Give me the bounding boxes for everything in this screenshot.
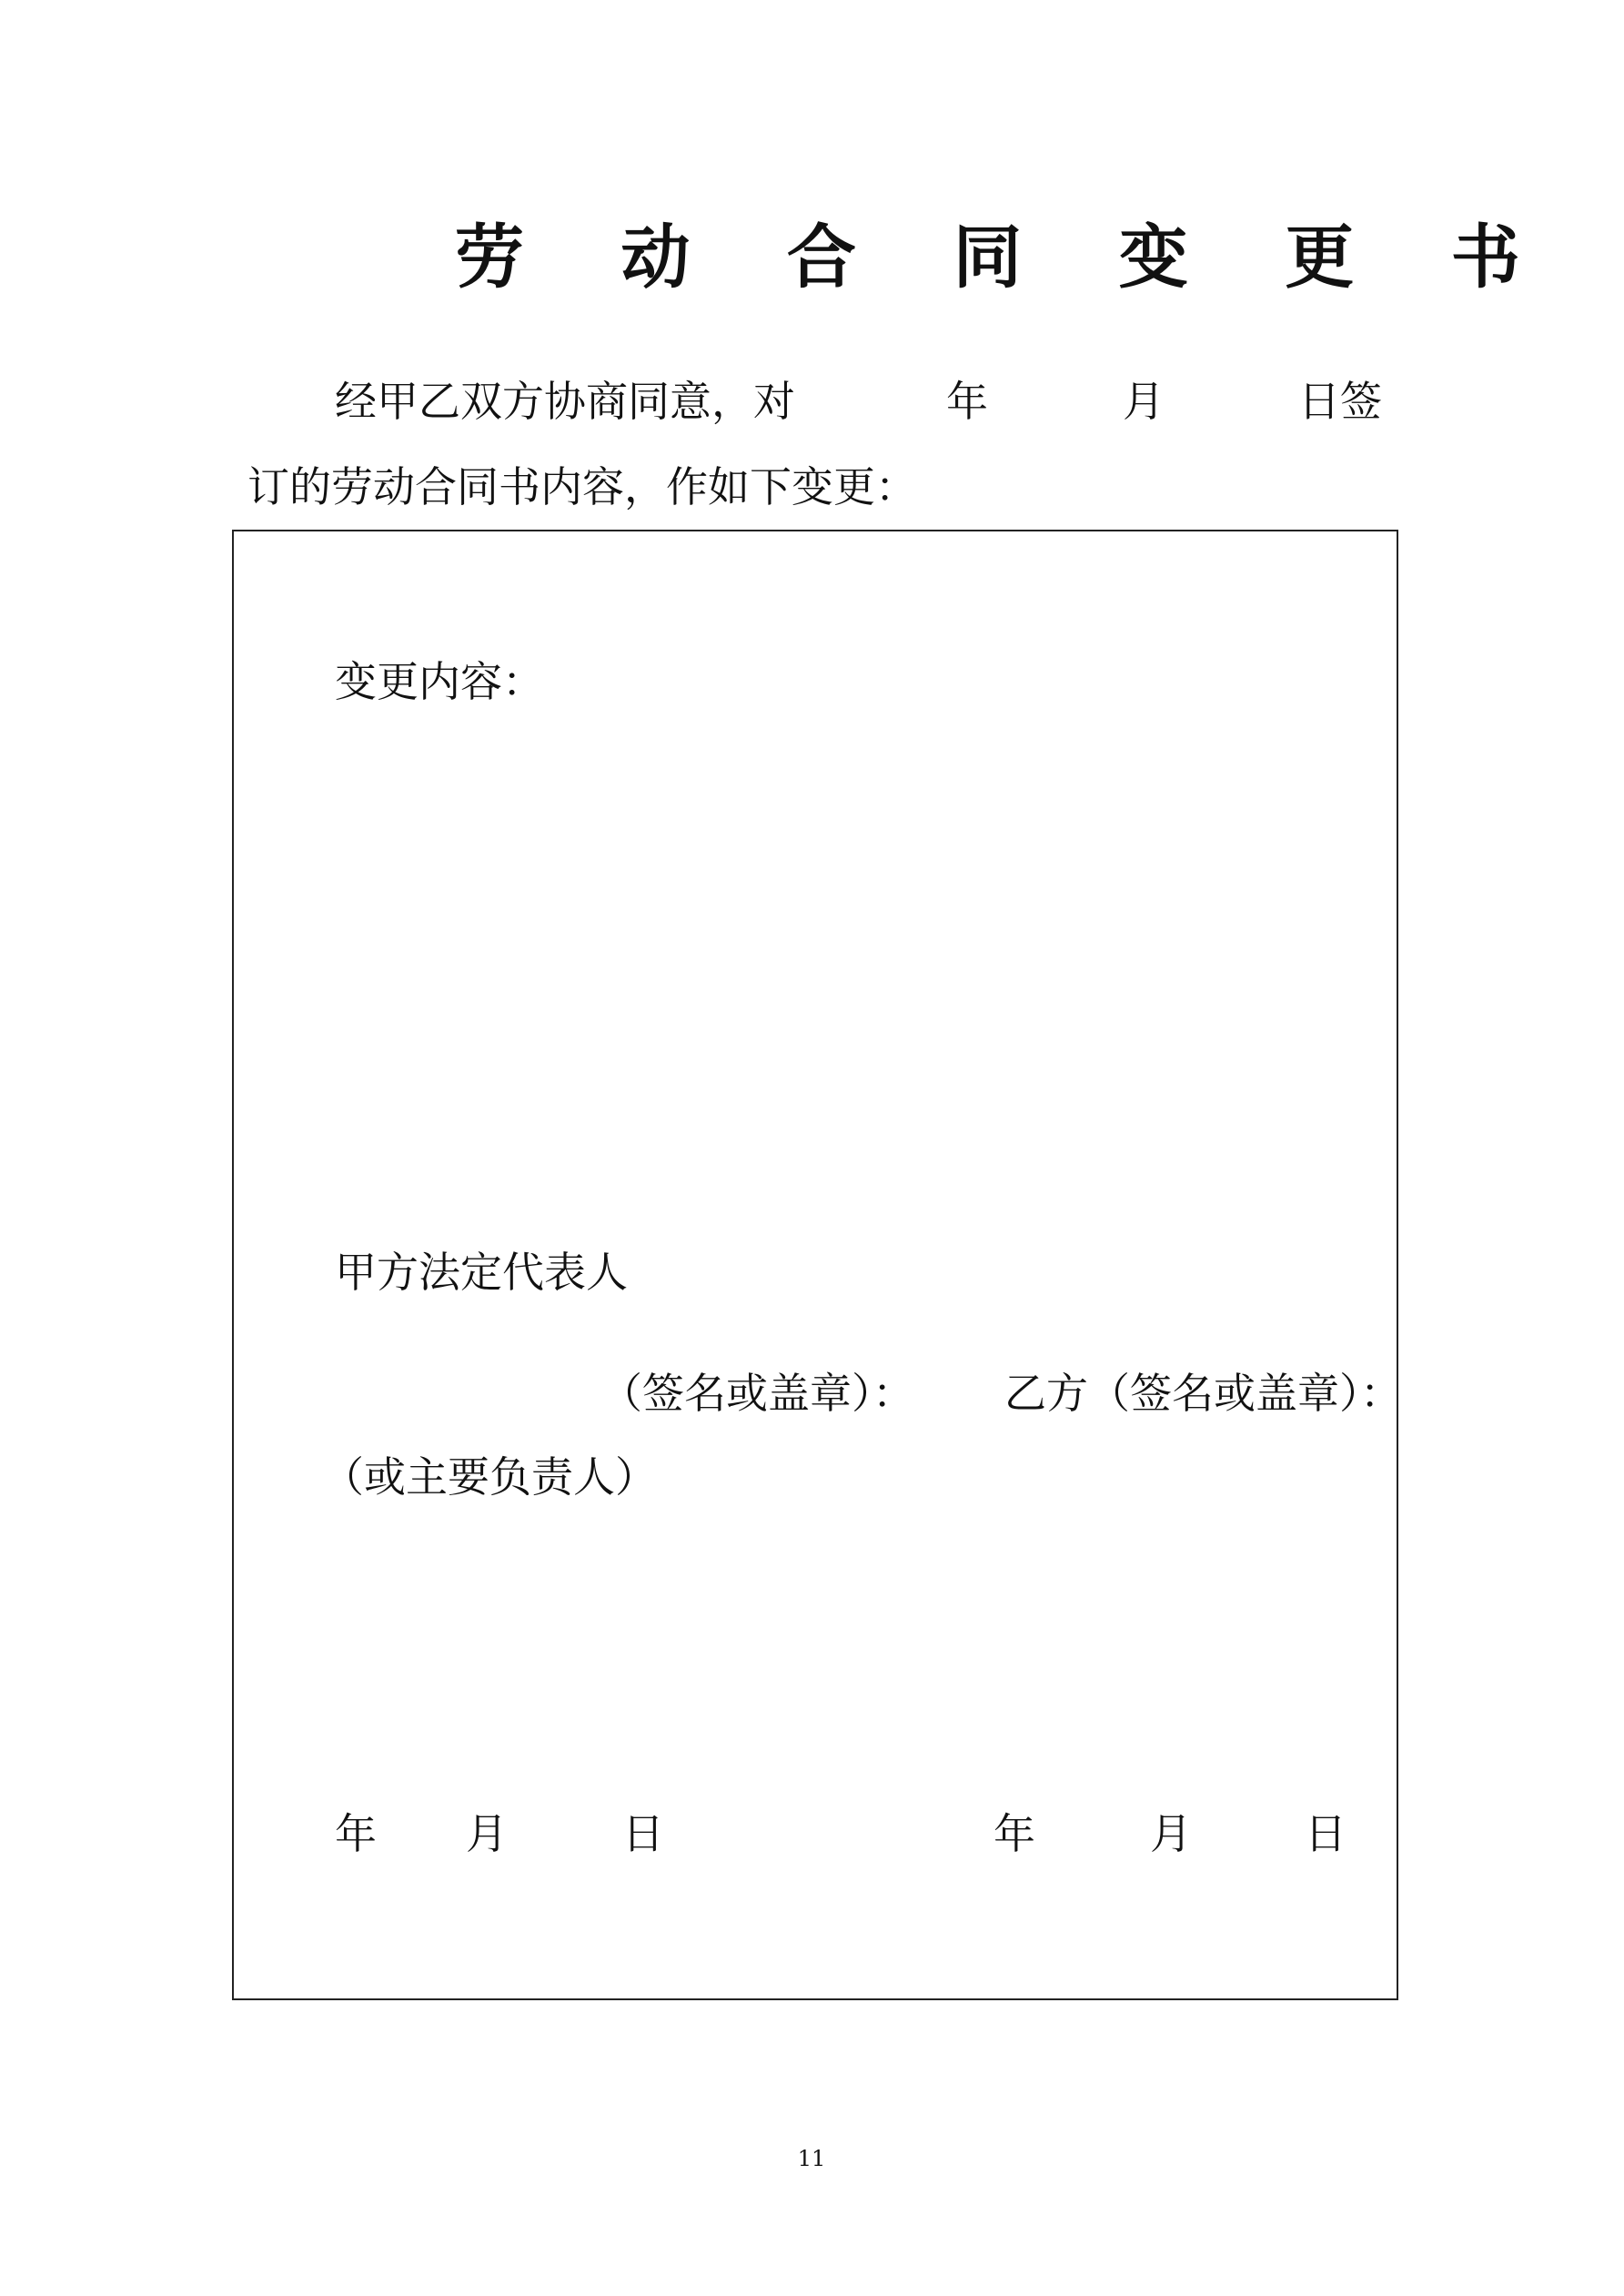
document-title: 劳 动 合 同 变 更 书 [455, 217, 1557, 298]
change-content-label: 变更内容： [335, 657, 544, 706]
party-b-date-year: 年 [994, 1809, 1035, 1858]
party-a-date-day: 日 [622, 1809, 664, 1858]
intro-month-label: 月 [1123, 377, 1165, 426]
page-number: 11 [797, 2146, 826, 2171]
party-b-date-month: 月 [1150, 1809, 1192, 1858]
party-a-date-year: 年 [335, 1809, 377, 1858]
intro-day-sign-label: 日签 [1298, 377, 1382, 426]
party-b-signature-label: 乙方（签名或盖章）： [1004, 1369, 1402, 1418]
party-a-alternate-label: （或主要负责人） [322, 1452, 657, 1502]
party-a-signature-label: （签名或盖章）： [600, 1369, 914, 1418]
party-b-date-day: 日 [1305, 1809, 1347, 1858]
intro-line2: 订的劳动合同书内容，作如下变更： [247, 462, 917, 511]
intro-year-label: 年 [946, 377, 988, 426]
party-a-representative-label: 甲方法定代表人 [335, 1248, 628, 1297]
party-a-date-month: 月 [466, 1809, 508, 1858]
intro-line1-lead: 经甲乙双方协商同意，对 [335, 377, 795, 426]
